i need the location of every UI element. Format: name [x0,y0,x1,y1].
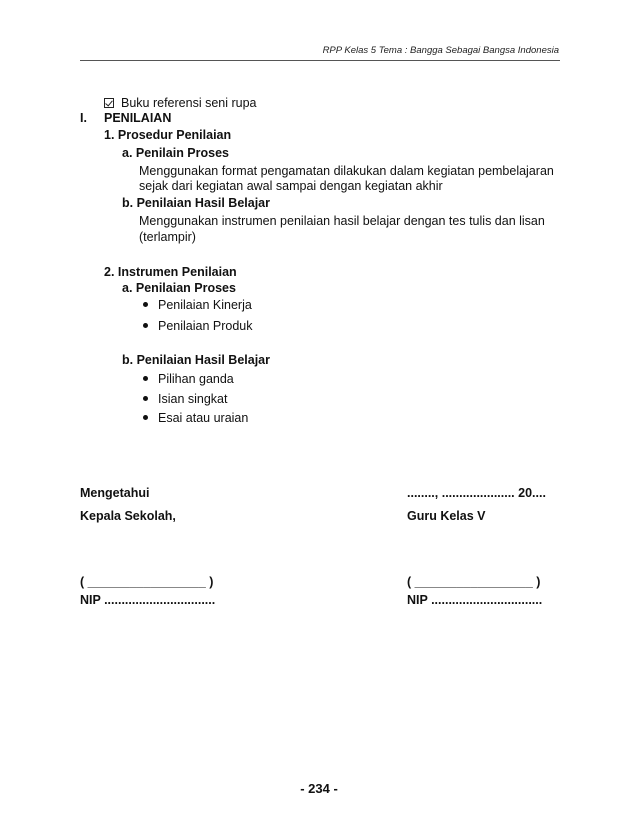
header-rule [80,60,560,61]
sub2-a-title: a. Penilaian Proses [122,281,236,295]
bullet-icon [143,376,148,381]
list-item: Isian singkat [143,391,227,407]
sub2-b-title: b. Penilaian Hasil Belajar [122,353,270,367]
sub1-a-title: a. Penilain Proses [122,146,229,160]
bullet-icon [143,323,148,328]
right-signature-date: ........, ..................... 20.... [407,486,546,500]
checkbox-checked-icon [104,98,114,108]
section-numeral: I. [80,111,87,125]
list-item: Esai atau uraian [143,410,248,426]
sub1-title: 1. Prosedur Penilaian [104,128,232,142]
sub2-title: 2. Instrumen Penilaian [104,265,237,279]
list-item: Penilaian Kinerja [143,297,252,313]
section-title: PENILAIAN [104,111,172,125]
sub1-b-line-2: (terlampir) [139,230,196,244]
right-signature-role: Guru Kelas V [407,509,486,523]
sub1-b-title: b. Penilaian Hasil Belajar [122,196,270,210]
left-signature-nip: NIP ................................ [80,593,216,607]
left-signature-label: Mengetahui [80,486,150,500]
sub1-a-line-1: Menggunakan format pengamatan dilakukan dalam kegiatan pembelajaran [139,164,554,178]
bullet-icon [143,302,148,307]
checklist-item [104,95,257,111]
list-item: Penilaian Produk [143,318,253,334]
right-signature-name: ( _________________ ) [407,575,541,589]
page-number: - 234 - [300,781,338,796]
sub1-a-line-2: sejak dari kegiatan awal sampai dengan kegiatan akhir [139,179,443,193]
sub1-b-line-1: Menggunakan instrumen penilaian hasil belajar dengan tes tulis dan lisan [139,214,545,228]
running-header: RPP Kelas 5 Tema : Bangga Sebagai Bangsa Indonesia [322,45,559,56]
right-signature-nip: NIP ................................ [407,593,543,607]
left-signature-role: Kepala Sekolah, [80,509,176,523]
list-item: Pilihan ganda [143,371,234,387]
bullet-icon [143,396,148,401]
bullet-icon [143,415,148,420]
checklist-item-label: Buku referensi seni rupa [121,96,257,110]
left-signature-name: ( _________________ ) [80,575,214,589]
